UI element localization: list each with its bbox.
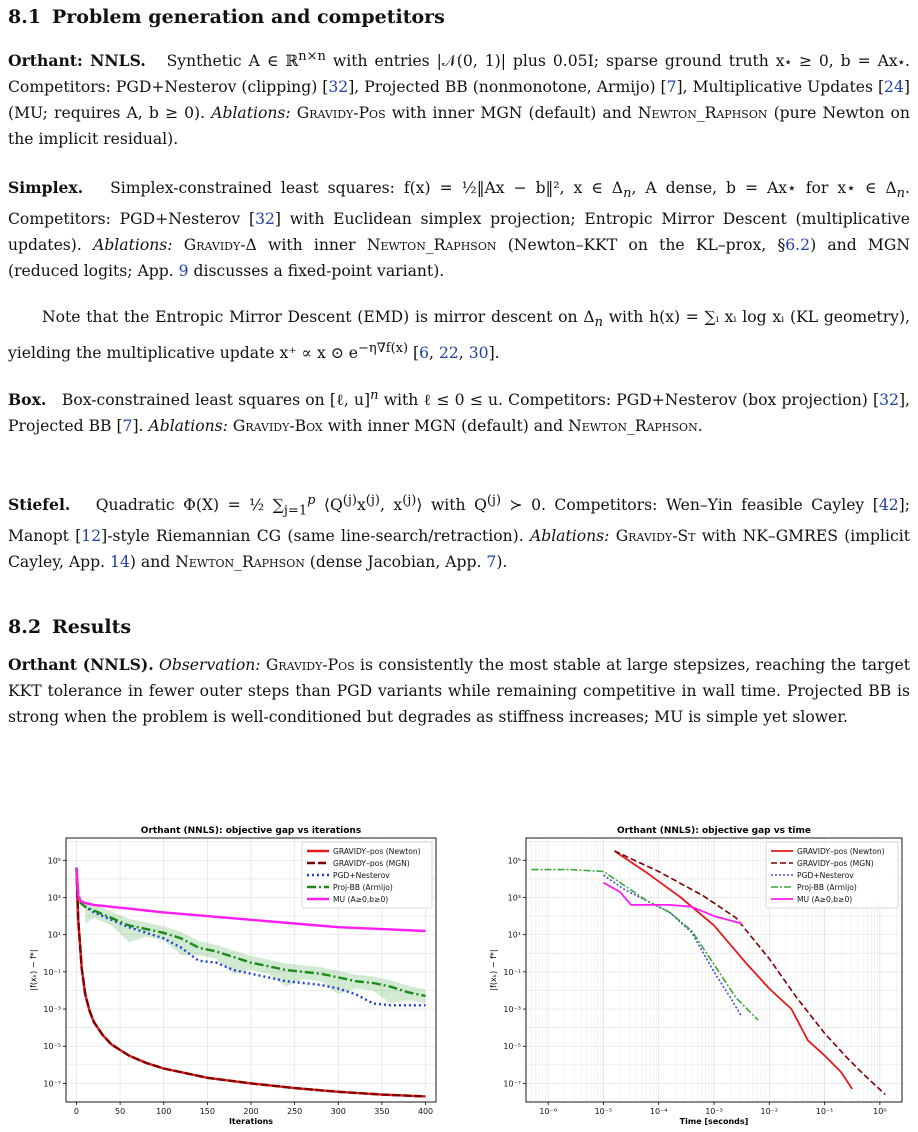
text-run: ], Multiplicative Updates [ xyxy=(676,77,885,96)
paragraph-orthant xyxy=(8,44,910,152)
legend-label: PGD+Nesterov xyxy=(797,871,854,880)
text-run: feasible Cayley [ xyxy=(741,496,879,515)
text-run: is consistently the most stable at large stepsizes, xyxy=(354,656,751,674)
text-run: x xyxy=(356,496,366,515)
x-tick-label: 10⁻⁵ xyxy=(594,1107,613,1116)
ablations-label: Ablations: xyxy=(211,103,291,122)
subscript-n: n xyxy=(623,186,632,202)
paragraph-box xyxy=(8,383,910,440)
appendix-link[interactable]: 14 xyxy=(110,552,130,571)
text-run: ], Projected BB (nonmonotone, xyxy=(348,77,592,96)
y-tick-label: 10⁵ xyxy=(507,856,521,866)
legend xyxy=(302,842,432,908)
paragraph-lead: Stiefel. xyxy=(8,495,71,515)
text-run: ⟨Q xyxy=(315,496,343,515)
paragraph-lead: Box. xyxy=(8,390,47,410)
subscript-n: n xyxy=(896,186,906,202)
legend-label: Proj-BB (Armijo) xyxy=(333,883,393,892)
x-tick-label: 10⁻² xyxy=(760,1107,779,1116)
text-run: and xyxy=(533,416,569,435)
y-tick-label: 10⁻⁵ xyxy=(503,1042,521,1052)
ablations-label: Ablations: xyxy=(529,527,610,546)
text-run: ]-style Riemannian CG (same line-search/retraction). xyxy=(101,527,530,546)
x-tick-label: 200 xyxy=(243,1107,259,1116)
section-heading-8-1 xyxy=(8,6,910,28)
text-run: , A dense, b = Ax⋆ xyxy=(631,179,797,197)
y-axis-label: |f(xₖ) − f*| xyxy=(489,949,498,991)
x-tick-label: 300 xyxy=(330,1107,346,1116)
citation-link[interactable]: 6 xyxy=(419,344,430,363)
text-run: ]; Manopt [ xyxy=(8,496,910,546)
legend-label: MU (A≥0,b≥0) xyxy=(333,895,389,904)
citation-link[interactable]: 32 xyxy=(328,77,349,96)
citation-link[interactable]: 32 xyxy=(879,391,899,410)
chart-title: Orthant (NNLS): objective gap vs iterations xyxy=(140,826,362,836)
x-tick-label: 10⁻³ xyxy=(705,1107,723,1116)
legend-label: GRAVIDY–pos (Newton) xyxy=(797,847,885,856)
text-run: with h(x) = xyxy=(602,308,699,326)
paragraph-lead: Simplex. xyxy=(8,178,84,197)
method-name: Newton_Raphson xyxy=(366,235,497,254)
superscript: (j) xyxy=(342,493,357,508)
text-run: ∑ᵢ xᵢ log xᵢ (KL geometry), yielding the multiplicative update x⁺ ∝ x ⊙ e xyxy=(8,308,911,363)
text-run: . Competitors: PGD+Nesterov [ xyxy=(8,179,910,228)
text-run: with xyxy=(385,103,427,122)
text-run: . xyxy=(697,416,703,435)
superscript: p xyxy=(307,493,316,508)
section-title: Results xyxy=(52,616,132,638)
ablations-label: Ablations: xyxy=(93,235,173,254)
paragraph-stiefel xyxy=(8,488,910,576)
ablations-label: Ablations: xyxy=(148,416,228,435)
citation-link[interactable]: 32 xyxy=(255,209,275,228)
paragraph-lead: Orthant: NNLS. xyxy=(8,51,146,71)
text-run: ], Projected BB [ xyxy=(8,391,910,435)
y-tick-label: 10⁻³ xyxy=(43,1005,61,1015)
chart-time xyxy=(466,820,910,1128)
superscript-n: n xyxy=(370,388,379,403)
text-run: x⋆ ≥ 0, b = Ax⋆. Competitors: PGD+Nesterov (clipping) [ xyxy=(8,52,910,96)
text-run: , x xyxy=(379,496,403,515)
chart-iterations xyxy=(4,820,444,1128)
x-tick-label: 350 xyxy=(374,1107,390,1116)
text-run: with entries |𝒩(0, 1)| plus 0.05I; sparse ground truth xyxy=(325,52,769,71)
text-run: ] with Euclidean simplex projection; Entropic xyxy=(274,209,653,228)
citation-link[interactable]: 22 xyxy=(438,344,459,363)
y-tick-label: 10⁻¹ xyxy=(503,967,521,977)
text-run: inner MGN (default) and xyxy=(432,103,638,122)
citation-link[interactable]: 12 xyxy=(81,527,102,546)
text-run: ) and xyxy=(129,552,176,571)
paragraph-simplex xyxy=(8,175,910,284)
x-tick-label: 10⁻⁶ xyxy=(539,1107,557,1116)
paragraph-results xyxy=(8,652,910,730)
x-tick-label: 0 xyxy=(73,1107,80,1116)
text-run: with inner MGN (default) xyxy=(322,416,529,435)
x-tick-label: 10⁰ xyxy=(873,1107,887,1116)
x-axis-label: Time [seconds] xyxy=(679,1117,749,1126)
text-run: Mirror Descent (multiplicative updates). xyxy=(8,209,910,254)
text-run: degrades as stiffness increases; MU is simple yet slower. xyxy=(398,707,848,726)
section-link[interactable]: 6.2 xyxy=(785,235,811,254)
text-run: for x⋆ ∈ Δ xyxy=(805,179,897,197)
legend xyxy=(766,842,898,908)
x-tick-label: 150 xyxy=(199,1107,216,1116)
legend-label: GRAVIDY–pos (MGN) xyxy=(333,859,410,868)
legend-label: GRAVIDY–pos (Newton) xyxy=(333,847,421,856)
method-name: Gravidy-Pos xyxy=(260,656,355,674)
text-run: discusses a fixed-point xyxy=(188,261,373,280)
x-tick-label: 50 xyxy=(115,1107,126,1116)
method-name: Newton_Raphson xyxy=(175,552,305,571)
method-name: Newton_Raphson xyxy=(637,103,768,122)
text-run: with NK–GMRES (implicit Cayley, App. xyxy=(8,527,911,571)
y-tick-label: 10¹ xyxy=(47,930,61,940)
y-tick-label: 10⁵ xyxy=(47,856,61,866)
subscript-n: n xyxy=(594,315,603,331)
method-name: Gravidy-St xyxy=(615,527,696,546)
method-name: Gravidy-Pos xyxy=(290,103,386,122)
y-axis-label: |f(xₖ) − f*| xyxy=(29,949,38,991)
section-number: 8.1 xyxy=(8,6,42,28)
observation-label: Observation: xyxy=(153,656,261,674)
x-axis-label: Iterations xyxy=(228,1117,274,1126)
x-tick-label: 250 xyxy=(286,1107,303,1116)
appendix-link[interactable]: 7 xyxy=(486,552,497,571)
text-run: Armijo) [ xyxy=(596,77,667,96)
superscript: −η∇f(x) xyxy=(358,340,409,356)
text-run: ). xyxy=(496,552,508,571)
section-heading-8-2 xyxy=(8,616,910,638)
text-run: ] (MU; requires A, b ≥ 0). xyxy=(8,77,910,122)
text-run: Jacobian, App. xyxy=(367,552,487,571)
text-run: ) and MGN (reduced logits; App. xyxy=(8,235,910,280)
text-run: Synthetic A ∈ ℝ xyxy=(166,52,299,71)
text-run: reaching the target KKT tolerance in fewer outer steps than PGD variants while remaining xyxy=(8,656,910,700)
y-tick-label: 10⁻⁷ xyxy=(43,1079,61,1089)
legend-label: GRAVIDY–pos (MGN) xyxy=(797,859,874,868)
x-tick-label: 100 xyxy=(156,1107,172,1116)
text-run: with inner xyxy=(256,235,367,254)
chart-title: Orthant (NNLS): objective gap vs time xyxy=(617,826,811,836)
paragraph-emd-note: Note that the Entropic Mirror Descent (EMD) is mirror descent on $\Delta_n$ with h(x) = ∑ᵢ xᵢ log xᵢ (KL geometry), yielding the multiplicative update x⁺ ∝ x ⊙ $e^{-\eta\nabla f(x)}$ [6, 22, 30]. xyxy=(8,308,911,363)
citation-link[interactable]: 7 xyxy=(122,416,133,435)
text-run: ≻ 0. Competitors: Wen–Yin xyxy=(501,496,733,515)
section-title: Problem generation and competitors xyxy=(52,6,445,28)
y-tick-label: 10³ xyxy=(507,893,521,903)
method-name: Gravidy-Δ xyxy=(172,235,257,254)
y-tick-label: 10³ xyxy=(47,893,61,903)
subscript: j=1 xyxy=(283,503,308,519)
legend-label: MU (A≥0,b≥0) xyxy=(797,895,853,904)
text-run: variant). xyxy=(377,261,445,280)
superscript: n×n xyxy=(298,49,326,64)
superscript: (j) xyxy=(402,493,417,508)
text-run: competitive in wall time. Projected BB is strong when the problem is well-conditioned but xyxy=(8,681,910,726)
citation-link[interactable]: 7 xyxy=(666,77,677,96)
method-name: Gravidy-Box xyxy=(227,416,323,435)
superscript: (j) xyxy=(365,493,380,508)
text-run: ]. xyxy=(488,344,500,363)
x-tick-label: 10⁻¹ xyxy=(815,1107,834,1116)
text-run: [ xyxy=(408,344,420,363)
y-tick-label: 10⁻⁵ xyxy=(43,1042,61,1052)
text-run: ]. xyxy=(132,416,149,435)
legend-label: Proj-BB (Armijo) xyxy=(797,883,857,892)
y-tick-label: 10⁻³ xyxy=(503,1005,521,1015)
text-run: (pure Newton on the implicit residual). xyxy=(8,103,910,148)
text-run: (dense xyxy=(304,552,363,571)
x-tick-label: 400 xyxy=(417,1107,434,1116)
x-tick-label: 10⁻⁴ xyxy=(649,1107,668,1116)
text-run: Quadratic Φ(X) = ½ ∑ xyxy=(95,496,284,515)
y-tick-label: 10⁻⁷ xyxy=(503,1079,521,1089)
y-tick-label: 10⁻¹ xyxy=(43,967,61,977)
paragraph-lead: Orthant (NNLS). xyxy=(8,655,154,674)
citation-link[interactable]: 30 xyxy=(468,344,489,363)
appendix-link[interactable]: 9 xyxy=(178,261,189,280)
section-number: 8.2 xyxy=(8,616,42,638)
superscript: (j) xyxy=(486,493,502,508)
citation-link[interactable]: 42 xyxy=(878,496,899,515)
y-tick-label: 10¹ xyxy=(507,930,521,940)
text-run: Box-constrained least squares on [ℓ, u] xyxy=(61,391,371,410)
text-run: (Newton–KKT on the KL–prox, § xyxy=(507,235,786,254)
text-run: ⟩ with Q xyxy=(416,496,487,515)
legend-label: PGD+Nesterov xyxy=(333,871,390,880)
text-run: Simplex-constrained least squares: f(x) = ½‖Ax − b‖², x ∈ Δ xyxy=(110,179,624,197)
text-run: (box projection) [ xyxy=(742,391,880,410)
method-name: Newton_Raphson xyxy=(568,416,698,435)
citation-link[interactable]: 24 xyxy=(884,77,904,96)
text-run: Note that the Entropic Mirror Descent (EMD) is mirror descent on Δ xyxy=(42,308,595,326)
text-run: with ℓ ≤ 0 ≤ u. Competitors: PGD+Nesterov xyxy=(378,391,737,410)
